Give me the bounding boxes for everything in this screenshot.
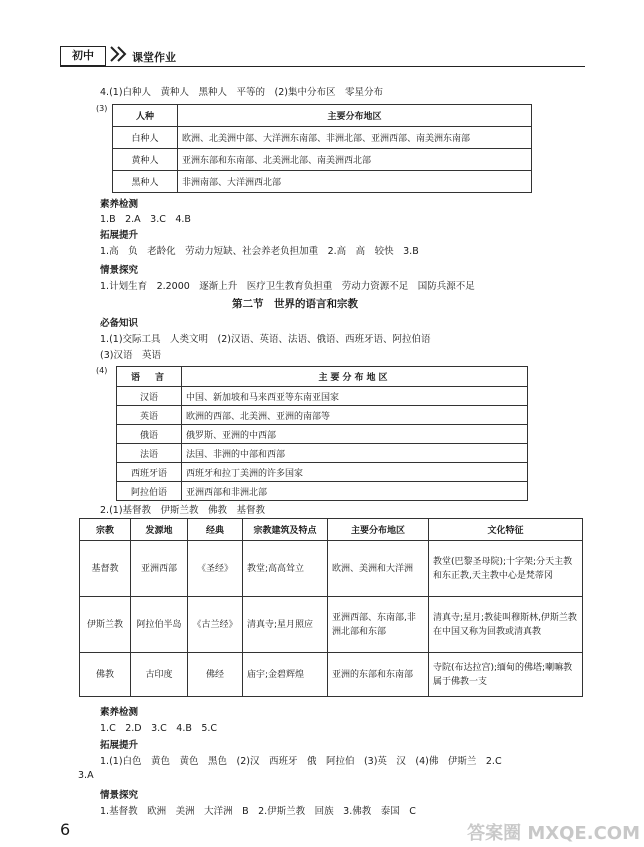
- section-title: 第二节 世界的语言和宗教: [232, 298, 358, 310]
- table-row: [117, 482, 528, 501]
- answer-q4-3-label: (3): [96, 104, 108, 113]
- language-table-header: 语 言: [117, 367, 182, 387]
- race-cell: 黄种人: [113, 149, 178, 171]
- origin-cell: 古印度: [131, 653, 188, 697]
- table-row: [80, 597, 583, 653]
- page-number: 6: [60, 820, 71, 839]
- table-row: [113, 149, 532, 171]
- culture-cell: 清真寺;星月;教徒叫穆斯林,伊斯兰教在中国又称为回教或清真教: [429, 597, 583, 653]
- race-table: [112, 104, 532, 193]
- table-row: [117, 444, 528, 463]
- answer-line: 1.基督教 欧洲 美洲 大洋洲 B 2.伊斯兰教 回族 3.佛教 泰国 C: [100, 806, 416, 817]
- scripture-cell: 《圣经》: [188, 541, 243, 597]
- language-cell: 汉语: [117, 387, 182, 406]
- distribution-cell: 亚洲西部和非洲北部: [182, 482, 528, 501]
- watermark-logo: 答案圈 MXQE.COM: [467, 823, 640, 844]
- distribution-cell: 俄罗斯、亚洲的中西部: [182, 425, 528, 444]
- table-row: [117, 406, 528, 425]
- distribution-cell: 欧洲的西部、北美洲、亚洲的南部等: [182, 406, 528, 425]
- religion-table: [79, 518, 583, 697]
- distribution-cell: 欧洲、美洲和大洋洲: [328, 541, 429, 597]
- answer-line: 1.(1)交际工具 人类文明 (2)汉语、英语、法语、俄语、西班牙语、阿拉伯语: [100, 334, 431, 345]
- distribution-cell: 亚洲的东部和东南部: [328, 653, 429, 697]
- religion-table-header: 宗教: [80, 519, 131, 541]
- scripture-cell: 佛经: [188, 653, 243, 697]
- building-cell: 庙宇;金碧辉煌: [243, 653, 328, 697]
- race-table-header: 人种: [113, 105, 178, 127]
- language-table-header: 主要分布地区: [182, 367, 528, 387]
- religion-cell: 佛教: [80, 653, 131, 697]
- table-row: [113, 127, 532, 149]
- section-heading: 情景探究: [100, 790, 139, 801]
- section-heading: 情景探究: [100, 265, 139, 276]
- table-row: [113, 171, 532, 193]
- answer-line: (3)汉语 英语: [100, 350, 161, 361]
- origin-cell: 阿拉伯半岛: [131, 597, 188, 653]
- scripture-cell: 《古兰经》: [188, 597, 243, 653]
- table-row: [80, 541, 583, 597]
- section-heading: 素养检测: [100, 199, 139, 210]
- religion-table-header: 文化特征: [429, 519, 583, 541]
- header-badge: 初中: [60, 46, 106, 66]
- distribution-cell: 亚洲西部、东南部,非洲北部和东部: [328, 597, 429, 653]
- answer-line: 1.高 负 老龄化 劳动力短缺、社会养老负担加重 2.高 高 较快 3.B: [100, 246, 419, 257]
- table-row: [117, 425, 528, 444]
- religion-table-header: 经典: [188, 519, 243, 541]
- table-row: [117, 463, 528, 482]
- section-heading: 拓展提升: [100, 230, 139, 241]
- race-table-header: 主要分布地区: [178, 105, 532, 127]
- language-table: [116, 366, 528, 501]
- religion-table-header: 主要分布地区: [328, 519, 429, 541]
- distribution-cell: 亚洲东部和东南部、北美洲北部、南美洲西北部: [178, 149, 532, 171]
- origin-cell: 亚洲西部: [131, 541, 188, 597]
- section-heading: 必备知识: [100, 318, 139, 329]
- section-heading: 素养检测: [100, 707, 139, 718]
- distribution-cell: 法国、非洲的中部和西部: [182, 444, 528, 463]
- language-cell: 阿拉伯语: [117, 482, 182, 501]
- answer-line: 1.计划生育 2.2000 逐渐上升 医疗卫生教育负担重 劳动力资源不足 国防兵源不足: [100, 281, 475, 292]
- chevron-icon: [108, 44, 128, 64]
- culture-cell: 教堂(巴黎圣母院);十字架;分天主教和东正教,天主教中心是梵蒂冈: [429, 541, 583, 597]
- religion-cell: 伊斯兰教: [80, 597, 131, 653]
- section-heading: 拓展提升: [100, 740, 139, 751]
- answer-line: 1.B 2.A 3.C 4.B: [100, 214, 191, 225]
- header-title: 课堂作业: [132, 51, 176, 64]
- culture-cell: 寺院(布达拉宫);缅甸的佛塔;喇嘛教属于佛教一支: [429, 653, 583, 697]
- distribution-cell: 非洲南部、大洋洲西北部: [178, 171, 532, 193]
- answer-line: 1.C 2.D 3.C 4.B 5.C: [100, 723, 218, 734]
- building-cell: 教堂;高高耸立: [243, 541, 328, 597]
- language-cell: 西班牙语: [117, 463, 182, 482]
- race-cell: 白种人: [113, 127, 178, 149]
- language-cell: 英语: [117, 406, 182, 425]
- building-cell: 清真寺;星月照应: [243, 597, 328, 653]
- distribution-cell: 中国、新加坡和马来西亚等东南亚国家: [182, 387, 528, 406]
- religion-table-header: 宗教建筑及特点: [243, 519, 328, 541]
- distribution-cell: 西班牙和拉丁美洲的许多国家: [182, 463, 528, 482]
- answer-line: 3.A: [78, 770, 94, 781]
- answer-q4-1: 4.(1)白种人 黄种人 黑种人 平等的 (2)集中分布区 零星分布: [100, 87, 383, 98]
- answer-line: 2.(1)基督教 伊斯兰教 佛教 基督教: [100, 505, 266, 516]
- religion-cell: 基督教: [80, 541, 131, 597]
- race-cell: 黑种人: [113, 171, 178, 193]
- answer-q4-label: (4): [96, 366, 108, 375]
- table-row: [117, 387, 528, 406]
- religion-table-header: 发源地: [131, 519, 188, 541]
- header-rule: [60, 66, 585, 67]
- language-cell: 法语: [117, 444, 182, 463]
- answer-line: 1.(1)白色 黄色 黄色 黑色 (2)汉 西班牙 俄 阿拉伯 (3)英 汉 (4)佛 伊斯兰 2.C: [100, 756, 502, 767]
- table-row: [80, 653, 583, 697]
- language-cell: 俄语: [117, 425, 182, 444]
- distribution-cell: 欧洲、北美洲中部、大洋洲东南部、非洲北部、亚洲西部、南美洲东南部: [178, 127, 532, 149]
